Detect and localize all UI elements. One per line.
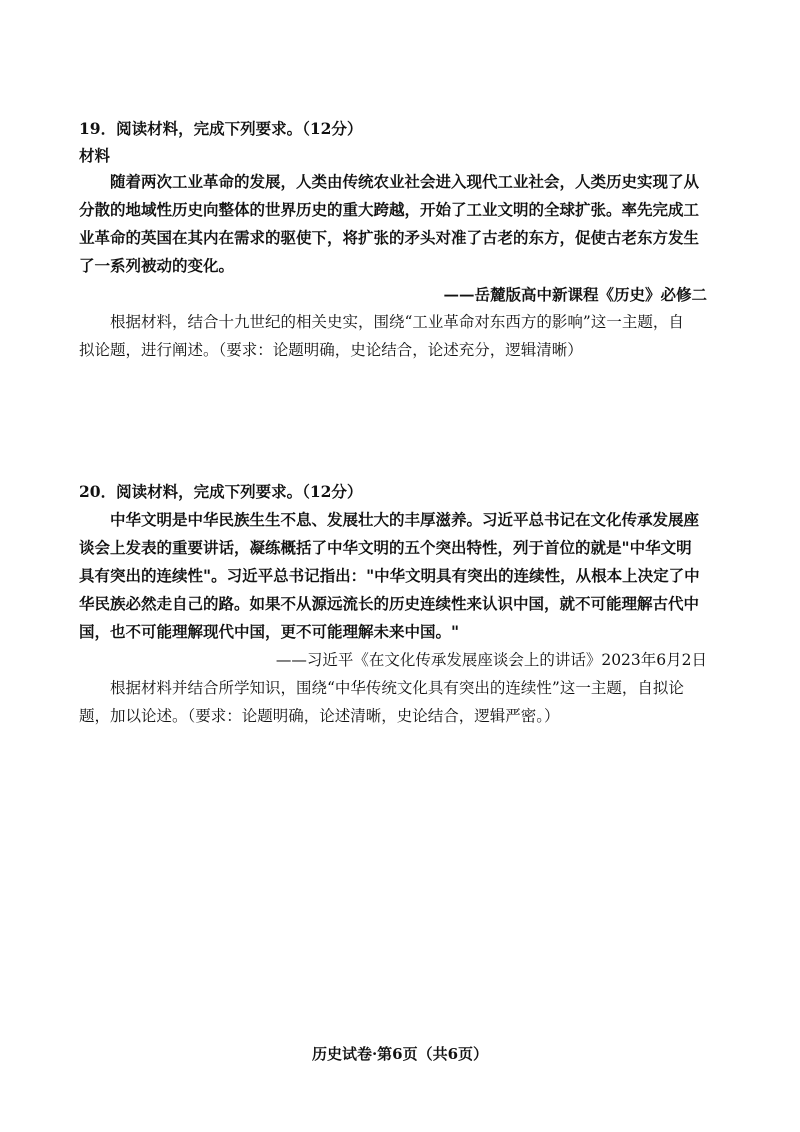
q19-material-line: 业革命的英国在其内在需求的驱使下，将扩张的矛头对准了古老的东方，促使古老东方发生 bbox=[79, 228, 700, 247]
q20-heading: 20．阅读材料，完成下列要求。（12分） bbox=[79, 482, 363, 501]
q19-material-label: 材料 bbox=[79, 146, 111, 165]
q19-material-line: 分散的地域性历史向整体的世界历史的重大跨越，开始了工业文明的全球扩张。率先完成工 bbox=[79, 200, 700, 219]
page-footer: 历史试卷·第6页（共6页） bbox=[311, 1045, 489, 1063]
q20-material-line: 中华文明是中华民族生生不息、发展壮大的丰厚滋养。习近平总书记在文化传承发展座 bbox=[110, 510, 700, 529]
q20-material-line: 谈会上发表的重要讲话，凝练概括了中华文明的五个突出特性，列于首位的就是"中华文明 bbox=[79, 538, 692, 557]
q20-task-line: 题，加以论述。（要求：论题明确，论述清晰，史论结合，逻辑严密。） bbox=[79, 707, 560, 725]
q19-source: ——岳麓版高中新课程《历史》必修二 bbox=[443, 285, 707, 304]
q19-heading: 19．阅读材料，完成下列要求。（12分） bbox=[79, 119, 363, 138]
q20-material-line: 具有突出的连续性"。习近平总书记指出："中华文明具有突出的连续性，从根本上决定了中 bbox=[79, 566, 700, 585]
q20-material-line: 国，也不可能理解现代中国，更不可能理解未来中国。" bbox=[79, 622, 460, 641]
q19-task-line: 拟论题，进行阐述。（要求：论题明确，史论结合，论述充分，逻辑清晰） bbox=[79, 341, 583, 359]
q19-material-line: 了一系列被动的变化。 bbox=[79, 256, 235, 275]
q20-task-line: 根据材料并结合所学知识，围绕“中华传统文化具有突出的连续性”这一主题，自拟论 bbox=[110, 679, 684, 697]
q19-material-line: 随着两次工业革命的发展，人类由传统农业社会进入现代工业社会，人类历史实现了从 bbox=[110, 172, 700, 191]
q20-material-line: 华民族必然走自己的路。如果不从源远流长的历史连续性来认识中国，就不可能理解古代中 bbox=[79, 594, 700, 613]
q20-source: ——习近平《在文化传承发展座谈会上的讲话》2023年6月2日 bbox=[275, 651, 707, 669]
q19-task-line: 根据材料，结合十九世纪的相关史实，围绕“工业革命对东西方的影响”这一主题，自 bbox=[110, 313, 684, 331]
